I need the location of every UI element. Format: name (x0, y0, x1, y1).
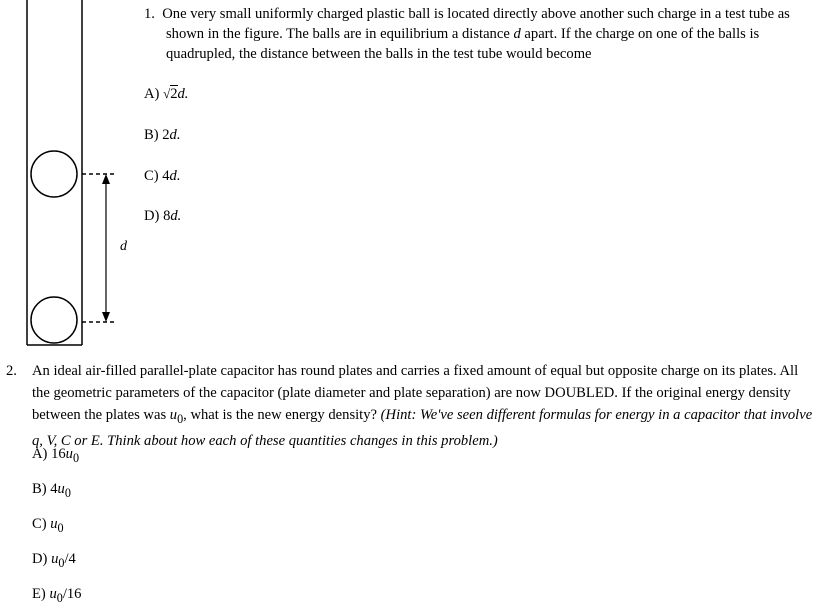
q1-option-b[interactable]: B) 2d. (144, 127, 181, 143)
question-1 (144, 4, 812, 64)
distance-label: d (120, 239, 127, 254)
sqrt-icon: √ (163, 86, 171, 101)
upper-ball (31, 151, 77, 197)
q2-option-a[interactable]: A) $16u_0$ (32, 446, 80, 465)
question-1-text: 1. One very small uniformly charged plastic ball is located directly above another such charge in a test tube as shown in the figure. The balls are in equilibrium a distance d apart. If the charge on one of the balls is quadrupled, the distance between the balls in the test tube would become (144, 6, 790, 62)
q2-option-c[interactable]: C) $u_0$ (32, 516, 64, 535)
question-1-number: 1. (144, 6, 155, 22)
q1-option-c[interactable]: C) 4d. (144, 168, 181, 184)
lower-ball (31, 297, 77, 343)
question-2-text: An ideal air-filled parallel-plate capacitor has round plates and carries a fixed amount of equal but opposite charge on its plates. All the geometric parameters of the capacitor (plate diameter and plate separation) are now DOUBLED. If the original energy density between the plates was $u_0$, what is the new energy density? (Hint: We've seen different formulas for energy in a capacitor that involve q, V, C or E. Think about how each of these quantities changes in this problem.) (32, 363, 813, 449)
arrow-head-up (102, 174, 110, 184)
q1-option-a[interactable]: A) √2d. (144, 86, 189, 102)
q2-option-e[interactable]: E) $u_0/16$ (32, 586, 82, 605)
q2-option-d[interactable]: D) $u_0/4$ (32, 551, 76, 570)
q1-option-d[interactable]: D) 8d. (144, 208, 182, 224)
arrow-head-down (102, 312, 110, 322)
q2-option-b[interactable]: B) $4u_0$ (32, 481, 71, 500)
question-2-number: 2. (6, 363, 17, 379)
